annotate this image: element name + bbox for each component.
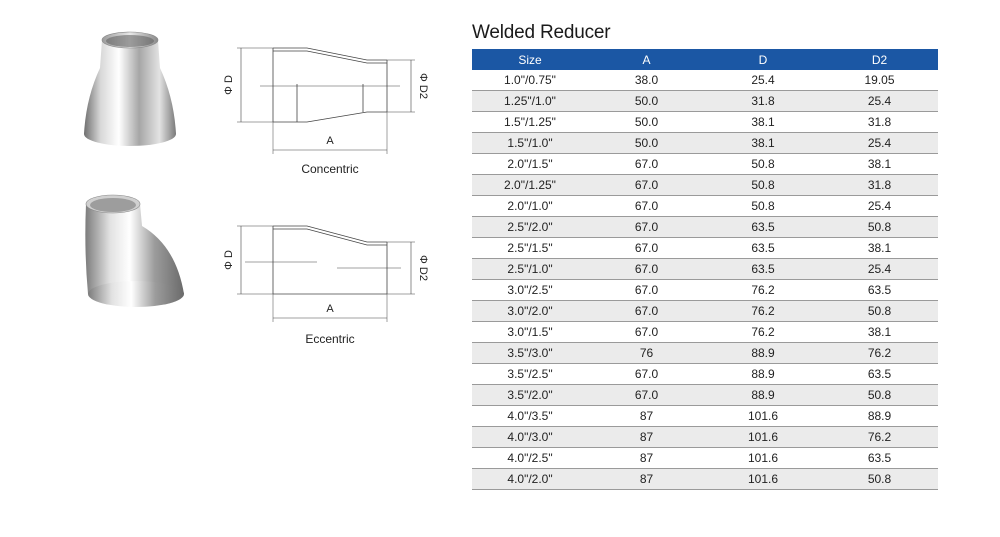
d-cell: 76.2 (705, 322, 821, 343)
a-cell: 87 (588, 469, 705, 490)
a-cell: 67.0 (588, 280, 705, 301)
a-cell: 67.0 (588, 259, 705, 280)
d2-cell: 25.4 (821, 91, 938, 112)
table-row (472, 469, 938, 490)
table-row (472, 280, 938, 301)
size-cell: 3.5"/2.0" (472, 385, 588, 406)
size-cell: 2.0"/1.25" (472, 175, 588, 196)
table-row (472, 343, 938, 364)
header-size: Size (472, 49, 588, 70)
d2-cell: 50.8 (821, 469, 938, 490)
d-cell: 50.8 (705, 175, 821, 196)
table-header-row (472, 49, 938, 70)
d2-cell: 25.4 (821, 196, 938, 217)
size-cell: 2.5"/2.0" (472, 217, 588, 238)
size-cell: 2.0"/1.5" (472, 154, 588, 175)
a-cell: 76 (588, 343, 705, 364)
size-cell: 1.25"/1.0" (472, 91, 588, 112)
size-cell: 3.0"/1.5" (472, 322, 588, 343)
d-cell: 101.6 (705, 427, 821, 448)
a-cell: 67.0 (588, 217, 705, 238)
table-row (472, 322, 938, 343)
a-cell: 50.0 (588, 91, 705, 112)
size-cell: 3.5"/2.5" (472, 364, 588, 385)
a-cell: 67.0 (588, 196, 705, 217)
eccentric-drawing (215, 212, 440, 357)
table-row (472, 70, 938, 91)
a-cell: 67.0 (588, 385, 705, 406)
a-cell: 87 (588, 448, 705, 469)
size-cell: 4.0"/3.5" (472, 406, 588, 427)
size-cell: 4.0"/2.0" (472, 469, 588, 490)
size-cell: 2.0"/1.0" (472, 196, 588, 217)
d-cell: 63.5 (705, 238, 821, 259)
size-cell: 2.5"/1.0" (472, 259, 588, 280)
size-cell: 1.5"/1.25" (472, 112, 588, 133)
table-row (472, 154, 938, 175)
d-cell: 88.9 (705, 343, 821, 364)
concentric-caption: Concentric (301, 162, 359, 176)
d-cell: 38.1 (705, 133, 821, 154)
d2-cell: 38.1 (821, 322, 938, 343)
d2-cell: 31.8 (821, 175, 938, 196)
size-cell: 2.5"/1.5" (472, 238, 588, 259)
table-row (472, 259, 938, 280)
a-cell: 87 (588, 406, 705, 427)
d-cell: 25.4 (705, 70, 821, 91)
d-cell: 63.5 (705, 217, 821, 238)
d2-cell: 50.8 (821, 217, 938, 238)
a-cell: 67.0 (588, 301, 705, 322)
eccentric-caption: Eccentric (305, 332, 355, 346)
d-cell: 76.2 (705, 301, 821, 322)
a-cell: 67.0 (588, 238, 705, 259)
table-row (472, 112, 938, 133)
d2-cell: 63.5 (821, 448, 938, 469)
eccentric-a-label: A (326, 303, 334, 315)
table-body (472, 70, 938, 490)
a-cell: 38.0 (588, 70, 705, 91)
a-cell: 87 (588, 427, 705, 448)
d-cell: 76.2 (705, 280, 821, 301)
spec-table (472, 49, 938, 490)
d2-cell: 63.5 (821, 280, 938, 301)
table-row (472, 364, 938, 385)
page-title: Welded Reducer (472, 22, 611, 43)
size-cell: 4.0"/2.5" (472, 448, 588, 469)
table-row (472, 175, 938, 196)
d-cell: 101.6 (705, 469, 821, 490)
header-d2: D2 (821, 49, 938, 70)
eccentric-d-label: Φ D (223, 250, 235, 270)
d2-cell: 38.1 (821, 154, 938, 175)
a-cell: 50.0 (588, 112, 705, 133)
d-cell: 50.8 (705, 154, 821, 175)
d-cell: 63.5 (705, 259, 821, 280)
d2-cell: 19.05 (821, 70, 938, 91)
table-row (472, 385, 938, 406)
d-cell: 101.6 (705, 406, 821, 427)
d2-cell: 31.8 (821, 112, 938, 133)
d2-cell: 50.8 (821, 385, 938, 406)
concentric-drawing (215, 40, 440, 185)
d-cell: 88.9 (705, 385, 821, 406)
header-d: D (705, 49, 821, 70)
table-row (472, 196, 938, 217)
a-cell: 67.0 (588, 364, 705, 385)
table-row (472, 427, 938, 448)
d2-cell: 63.5 (821, 364, 938, 385)
header-a: A (588, 49, 705, 70)
table-row (472, 406, 938, 427)
d2-cell: 25.4 (821, 133, 938, 154)
d2-cell: 25.4 (821, 259, 938, 280)
eccentric-d2-label: Φ D2 (417, 255, 429, 281)
d2-cell: 88.9 (821, 406, 938, 427)
table-row (472, 448, 938, 469)
size-cell: 3.0"/2.0" (472, 301, 588, 322)
concentric-d-label: Φ D (223, 75, 235, 95)
d-cell: 31.8 (705, 91, 821, 112)
size-cell: 4.0"/3.0" (472, 427, 588, 448)
eccentric-reducer-photo (80, 190, 190, 315)
table-row (472, 217, 938, 238)
d2-cell: 76.2 (821, 427, 938, 448)
size-cell: 1.0"/0.75" (472, 70, 588, 91)
d-cell: 101.6 (705, 448, 821, 469)
concentric-d2-label: Φ D2 (417, 73, 429, 99)
size-cell: 3.0"/2.5" (472, 280, 588, 301)
d2-cell: 76.2 (821, 343, 938, 364)
d-cell: 50.8 (705, 196, 821, 217)
d2-cell: 38.1 (821, 238, 938, 259)
size-cell: 1.5"/1.0" (472, 133, 588, 154)
a-cell: 50.0 (588, 133, 705, 154)
a-cell: 67.0 (588, 154, 705, 175)
table-row (472, 238, 938, 259)
a-cell: 67.0 (588, 322, 705, 343)
table-row (472, 301, 938, 322)
concentric-reducer-photo (80, 28, 180, 153)
concentric-a-label: A (326, 135, 334, 147)
size-cell: 3.5"/3.0" (472, 343, 588, 364)
d2-cell: 50.8 (821, 301, 938, 322)
table-row (472, 91, 938, 112)
d-cell: 38.1 (705, 112, 821, 133)
d-cell: 88.9 (705, 364, 821, 385)
table-row (472, 133, 938, 154)
a-cell: 67.0 (588, 175, 705, 196)
